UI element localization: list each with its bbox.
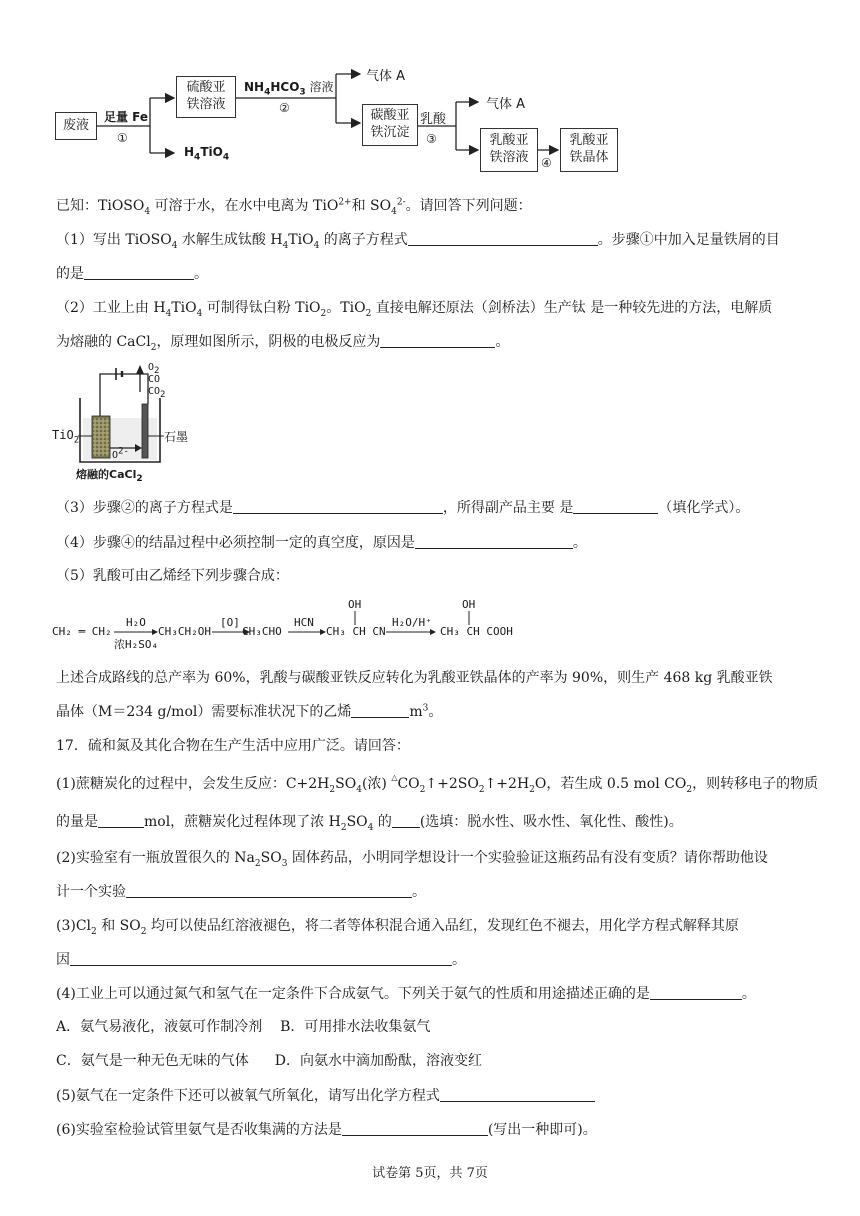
step2-label: ②	[279, 101, 290, 115]
q4-answer-blank[interactable]	[415, 534, 573, 549]
q5-yield-line2: 晶体（M＝234 g/mol）需要标准状况下的乙烯 $m^3$。	[56, 703, 443, 720]
felac-cry-line2: 铁晶体	[569, 150, 609, 165]
q3-line: （3）步骤②的离子方程式是 ，所得副产品主要 是 （填化学式）。	[56, 500, 750, 516]
ethylene: CH₂ ═ CH₂	[52, 625, 112, 638]
tio2-electrode-label: TiO$_2$	[52, 428, 80, 446]
q17-p3-line1: $(3)Cl_2$ 和 $SO_2$ 均可以使品红溶液褪色，将二者等体积混合通入品红，发现红色不褪去，用化学方程式解释其原	[56, 918, 739, 937]
feco3-box	[362, 104, 418, 146]
page-footer: 试卷第 5页，共 7页	[372, 1166, 488, 1181]
cyanohydrin: CH₃ CH CN	[326, 625, 386, 638]
q17-5-answer-blank[interactable]	[440, 1087, 595, 1102]
q1-answer-blank-2[interactable]	[84, 265, 194, 280]
q2-line1: （2）工业上由 $H_4TiO_4$ 可制得钛白粉 TiO$_2$。TiO$_2$ 直接电解还原法（剑桥法）生产钛 是一种较先进的方法，电解质	[56, 300, 773, 319]
lactic-label: 乳酸	[420, 112, 447, 127]
q17-p2-line2: 计一个实验 。	[56, 884, 426, 900]
q17-options-cd	[56, 1051, 482, 1071]
q17-2-answer-blank[interactable]	[126, 883, 412, 898]
q1-line2: 的是 。	[56, 266, 208, 282]
q1-line1: （1）写出 TiOSO$_4$ 水解生成钛酸 $H_4TiO_4$ 的离子方程式 。步骤①中加入足量铁屑的目	[56, 232, 780, 251]
q17-title: 17．硫和氮及其化合物在生产生活中应用广泛。请回答：	[56, 738, 410, 754]
q17-4-answer-blank[interactable]	[650, 985, 742, 1000]
felac-sol-line2: 铁溶液	[489, 150, 529, 165]
gas-a-label-1: 气体 A	[366, 69, 406, 84]
lactic-acid: CH₃ CH COOH	[440, 625, 513, 638]
q17-p4-line: (4)工业上可以通过氮气和氢气在一定条件下合成氨气。下列关于氨气的性质和用途描述正确的是 。	[56, 986, 756, 1002]
felac-cry-line1: 乳酸亚	[569, 133, 609, 148]
synthesis-route	[52, 598, 532, 654]
feso4-box	[176, 76, 236, 118]
ethanol: CH₃CH₂OH	[158, 625, 211, 638]
q5-yield-line1: 上述合成路线的总产率为 60%，乳酸与碳酸亚铁反应转化为乳酸亚铁晶体的产率为 90%，则生产 468 kg 乳酸亚铁	[56, 670, 773, 686]
felac-sol-line1: 乳酸亚	[489, 133, 529, 148]
felac-crystal-box	[560, 128, 618, 172]
q3-answer-blank-2[interactable]	[573, 499, 658, 514]
option-d: D．向氨水中滴加酚酞，溶液变红	[274, 1053, 482, 1069]
acetaldehyde: CH₃CHO	[242, 625, 282, 638]
q3-answer-blank-1[interactable]	[233, 499, 443, 514]
q5-line: （5）乳酸可由乙烯经下列步骤合成：	[56, 568, 289, 584]
gas-o2-label: $O_2$	[148, 362, 160, 376]
feso4-line2: 铁溶液	[186, 97, 226, 112]
q17-p1-line2: 的量是 mol，蔗糖炭化过程体现了浓 $H_2SO_4$ 的 (选填：脱水性、吸水性、氧化性、酸性)。	[56, 814, 683, 833]
gas-co-label: CO	[148, 374, 161, 385]
lactic-acid-oh: OH	[462, 598, 476, 611]
option-a: A．氨气易液化，液氨可作制冷剂	[56, 1019, 263, 1035]
q2-line2: 为熔融的 CaCl$_2$，原理如图所示，阴极的电极反应为 。	[56, 334, 510, 353]
reagent-oxidation: [O]	[220, 616, 240, 629]
feco3-line2: 铁沉淀	[370, 125, 410, 140]
oxide-ion-label: $O^{2-}$	[112, 446, 129, 461]
excess-fe-label: 足量 Fe	[104, 110, 149, 124]
q17-6-answer-blank[interactable]	[342, 1121, 488, 1136]
graphite-electrode-label: 石墨	[164, 430, 189, 444]
nh4hco3-label: $NH_4HCO_3$ 溶液	[244, 80, 334, 98]
q17-1-answer-blank-2[interactable]	[392, 813, 420, 828]
reagent-h2o: H₂O	[126, 616, 146, 629]
cyanohydrin-oh: OH	[348, 598, 362, 611]
flow-arrows	[0, 0, 860, 190]
q17-p2-line1: (2)实验室有一瓶放置很久的 $Na_2SO_3$ 固体药品，小明同学想设计一个实验验证这瓶药品有没有变质？请你帮助他设	[56, 850, 768, 869]
molten-cacl2-label: 熔融的CaCl$_2$	[76, 468, 143, 485]
h4tio4-label: $H_4TiO_4$	[184, 145, 230, 163]
waste-box	[55, 112, 97, 140]
option-c: C．氨气是一种无色无味的气体	[56, 1053, 249, 1069]
q17-p3-line2: 因 。	[56, 952, 466, 968]
intro-line: 已知：TiOSO$_4$ 可溶于水，在水中电离为 TiO$^{2+}$和 $SO_4^{2-}$。请回答下列问题：	[56, 197, 532, 217]
reagent-hydrolysis: H₂O/H⁺	[392, 616, 432, 629]
feso4-line1: 硫酸亚	[186, 80, 226, 95]
step3-label: ③	[426, 132, 437, 146]
feco3-line1: 碳酸亚	[370, 108, 410, 123]
q17-p1-line1: (1)蔗糖炭化的过程中，会发生反应：$C+2H_2SO_4$(浓) $^\triangle CO_2↑+2SO_2↑+2H_2O$，若生成 0.5 mol $CO_2$，则转移电子的物质	[56, 773, 819, 795]
option-b: B．可用排水法收集氨气	[280, 1019, 431, 1035]
waste-label: 废液	[62, 118, 89, 133]
q1-answer-blank-1[interactable]	[408, 231, 598, 246]
q17-options-ab	[56, 1017, 430, 1037]
q17-3-answer-blank[interactable]	[70, 951, 452, 966]
gas-a-label-2: 气体 A	[486, 97, 526, 112]
q4-line: （4）步骤④的结晶过程中必须控制一定的真空度，原因是 。	[56, 535, 587, 551]
step1-label: ①	[117, 131, 128, 145]
q5-answer-blank[interactable]	[351, 703, 409, 718]
step4-label: ④	[541, 156, 552, 170]
q17-1-answer-blank-1[interactable]	[98, 813, 144, 828]
reagent-conc-h2so4: 浓H₂SO₄	[114, 638, 159, 651]
q17-p6-line: (6)实验室检验试管里氨气是否收集满的方法是 (写出一种即可)。	[56, 1122, 597, 1138]
gas-co2-label: $CO_2$	[148, 386, 166, 400]
q17-p5-line: (5)氨气在一定条件下还可以被氧气所氧化，请写出化学方程式	[56, 1086, 595, 1106]
q2-answer-blank[interactable]	[380, 333, 495, 348]
electrolysis-figure	[52, 362, 202, 487]
felac-solution-box	[480, 128, 538, 172]
reagent-hcn: HCN	[294, 616, 314, 629]
